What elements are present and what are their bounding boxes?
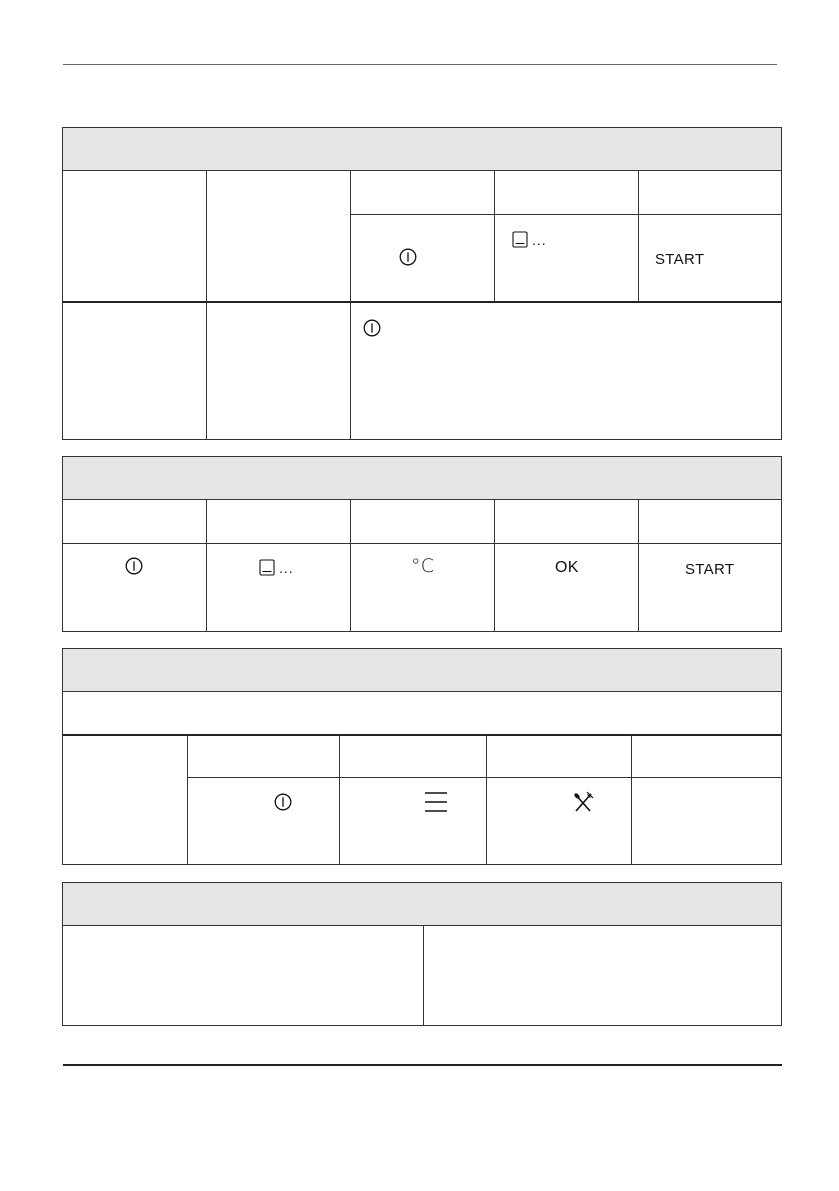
table-3-cell-step-1-label	[187, 734, 340, 777]
oven-function-icon	[259, 559, 275, 576]
table-2-cell-step-5-label	[638, 500, 781, 543]
table-1-cell-step-1-label	[350, 171, 495, 214]
table-1-cell-r2c1	[63, 301, 207, 439]
menu-icon	[424, 791, 448, 813]
oven-function-icon	[512, 231, 528, 248]
table-1-cell-step-2	[494, 214, 639, 302]
table-3-header	[63, 649, 781, 692]
table-1-cell-r1c2	[206, 171, 351, 302]
power-icon	[125, 557, 143, 575]
oven-function-symbol	[259, 559, 294, 576]
temperature-symbol: °C	[411, 555, 435, 577]
table-3-subheader	[63, 692, 781, 734]
power-icon	[363, 319, 381, 337]
table-1-cell-step-3-label	[638, 171, 781, 214]
top-rule	[63, 64, 777, 65]
table-1-cell-r2-merged	[350, 301, 781, 439]
table-3-cell-step-3-label	[486, 734, 632, 777]
table-3-cell-step-4-label	[631, 734, 781, 777]
table-3	[62, 648, 782, 865]
oven-function-symbol	[512, 231, 547, 248]
ellipsis: ...	[279, 559, 294, 576]
table-2-cell-step-1	[63, 543, 207, 631]
table-4-cell-left	[63, 926, 424, 1025]
table-2-cell-step-1-label	[63, 500, 207, 543]
table-3-cell-step-1	[187, 777, 340, 864]
start-label: START	[685, 561, 735, 578]
table-4-cell-right	[423, 926, 781, 1025]
bottom-rule	[63, 1064, 782, 1066]
table-3-cell-step-2	[339, 777, 487, 864]
table-2-cell-step-4-label	[494, 500, 639, 543]
table-1-header	[63, 128, 781, 171]
table-1-cell-step-1	[350, 214, 495, 302]
power-icon	[399, 248, 417, 266]
table-1	[62, 127, 782, 440]
ellipsis: ...	[532, 231, 547, 248]
table-2-cell-step-3	[350, 543, 495, 631]
table-3-cell-step-4	[631, 777, 781, 864]
start-label: START	[655, 251, 705, 268]
table-1-cell-r2c2	[206, 301, 351, 439]
ok-label: OK	[555, 559, 579, 576]
table-1-cell-r1c1	[63, 171, 207, 302]
cutlery-icon	[572, 791, 594, 813]
table-2-cell-step-4	[494, 543, 639, 631]
table-2-cell-step-2	[206, 543, 351, 631]
table-1-cell-step-2-label	[494, 171, 639, 214]
table-2	[62, 456, 782, 632]
table-2-cell-step-3-label	[350, 500, 495, 543]
table-3-cell-step-2-label	[339, 734, 487, 777]
table-1-cell-step-3	[638, 214, 781, 302]
table-3-cell-step-3	[486, 777, 632, 864]
table-3-cell-r1c1	[63, 734, 188, 864]
table-4-header	[63, 883, 781, 926]
table-2-cell-step-2-label	[206, 500, 351, 543]
table-4	[62, 882, 782, 1026]
table-2-cell-step-5	[638, 543, 781, 631]
table-2-header	[63, 457, 781, 500]
power-icon	[274, 793, 292, 811]
